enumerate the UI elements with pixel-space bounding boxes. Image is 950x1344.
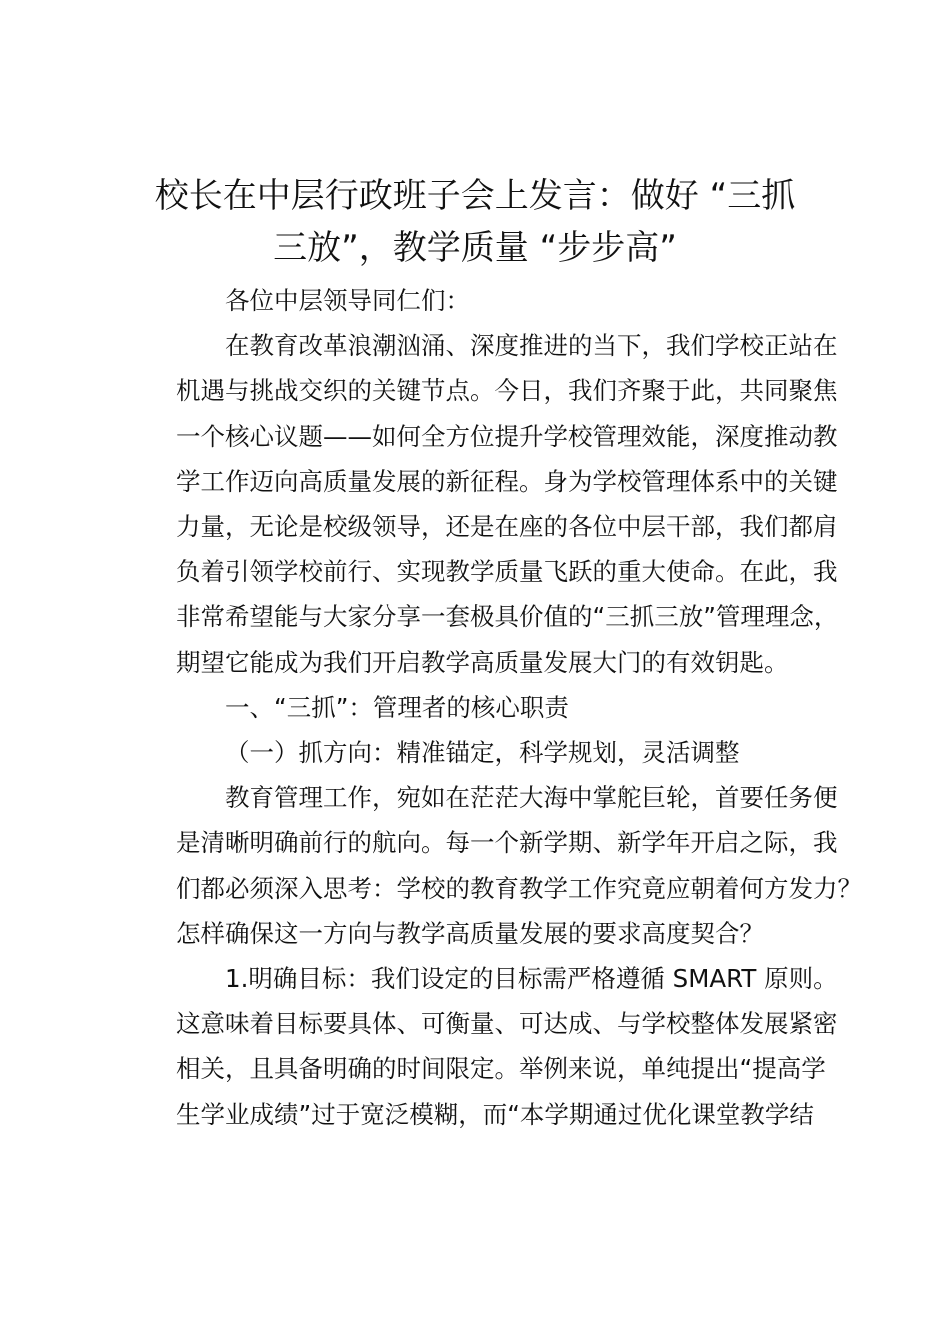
paragraph-direction [127,775,862,956]
paragraph-line: 们都必须深入思考：学校的教育教学工作究竟应朝着何方发力？ [176,873,862,903]
paragraph-line: 这意味着目标要具体、可衡量、可达成、与学校整体发展紧密 [176,1009,838,1039]
document-body [127,278,862,1137]
greeting [127,278,862,323]
paragraph-line: 一个核心议题——如何全方位提升学校管理效能，深度推动教 [176,421,838,451]
paragraph-line: 教育管理工作，宛如在茫茫大海中掌舵巨轮，首要任务便 [225,783,838,813]
document-title [100,170,850,274]
title-line-1: 校长在中层行政班子会上发言：做好 “三抓 [154,176,796,216]
paragraph-line: 学工作迈向高质量发展的新征程。身为学校管理体系中的关键 [176,466,838,496]
title-line-2: 三放”，教学质量 “步步高” [273,228,677,268]
greeting-line: 各位中层领导同仁们： [225,286,470,315]
paragraph-intro [127,323,862,685]
subsection-heading-line: （一）抓方向：精准锚定，科学规划，灵活调整 [225,738,740,768]
section-heading-line: 一、“三抓”：管理者的核心职责 [225,692,569,722]
paragraph-line: 1.明确目标：我们设定的目标需严格遵循 SMART 原则。 [225,964,838,994]
paragraph-line: 是清晰明确前行的航向。每一个新学期、新学年开启之际，我 [176,828,838,858]
paragraph-line: 机遇与挑战交织的关键节点。今日，我们齐聚于此，共同聚焦 [176,376,838,406]
paragraph-goal [127,956,862,1137]
paragraph-line: 怎样确保这一方向与教学高质量发展的要求高度契合？ [176,918,764,948]
paragraph-line: 非常希望能与大家分享一套极具价值的“三抓三放”管理理念， [176,602,839,632]
section-heading-1 [127,685,862,730]
subsection-heading-1 [127,730,862,775]
paragraph-line: 期望它能成为我们开启教学高质量发展大门的有效钥匙。 [176,647,789,677]
paragraph-line: 生学业成绩”过于宽泛模糊，而“本学期通过优化课堂教学结 [176,1099,814,1129]
paragraph-line: 负着引领学校前行、实现教学质量飞跃的重大使命。在此，我 [176,557,838,587]
paragraph-line: 相关，且具备明确的时间限定。举例来说，单纯提出“提高学 [176,1054,826,1084]
paragraph-line: 力量，无论是校级领导，还是在座的各位中层干部，我们都肩 [176,512,838,542]
paragraph-line: 在教育改革浪潮汹涌、深度推进的当下，我们学校正站在 [225,331,838,361]
